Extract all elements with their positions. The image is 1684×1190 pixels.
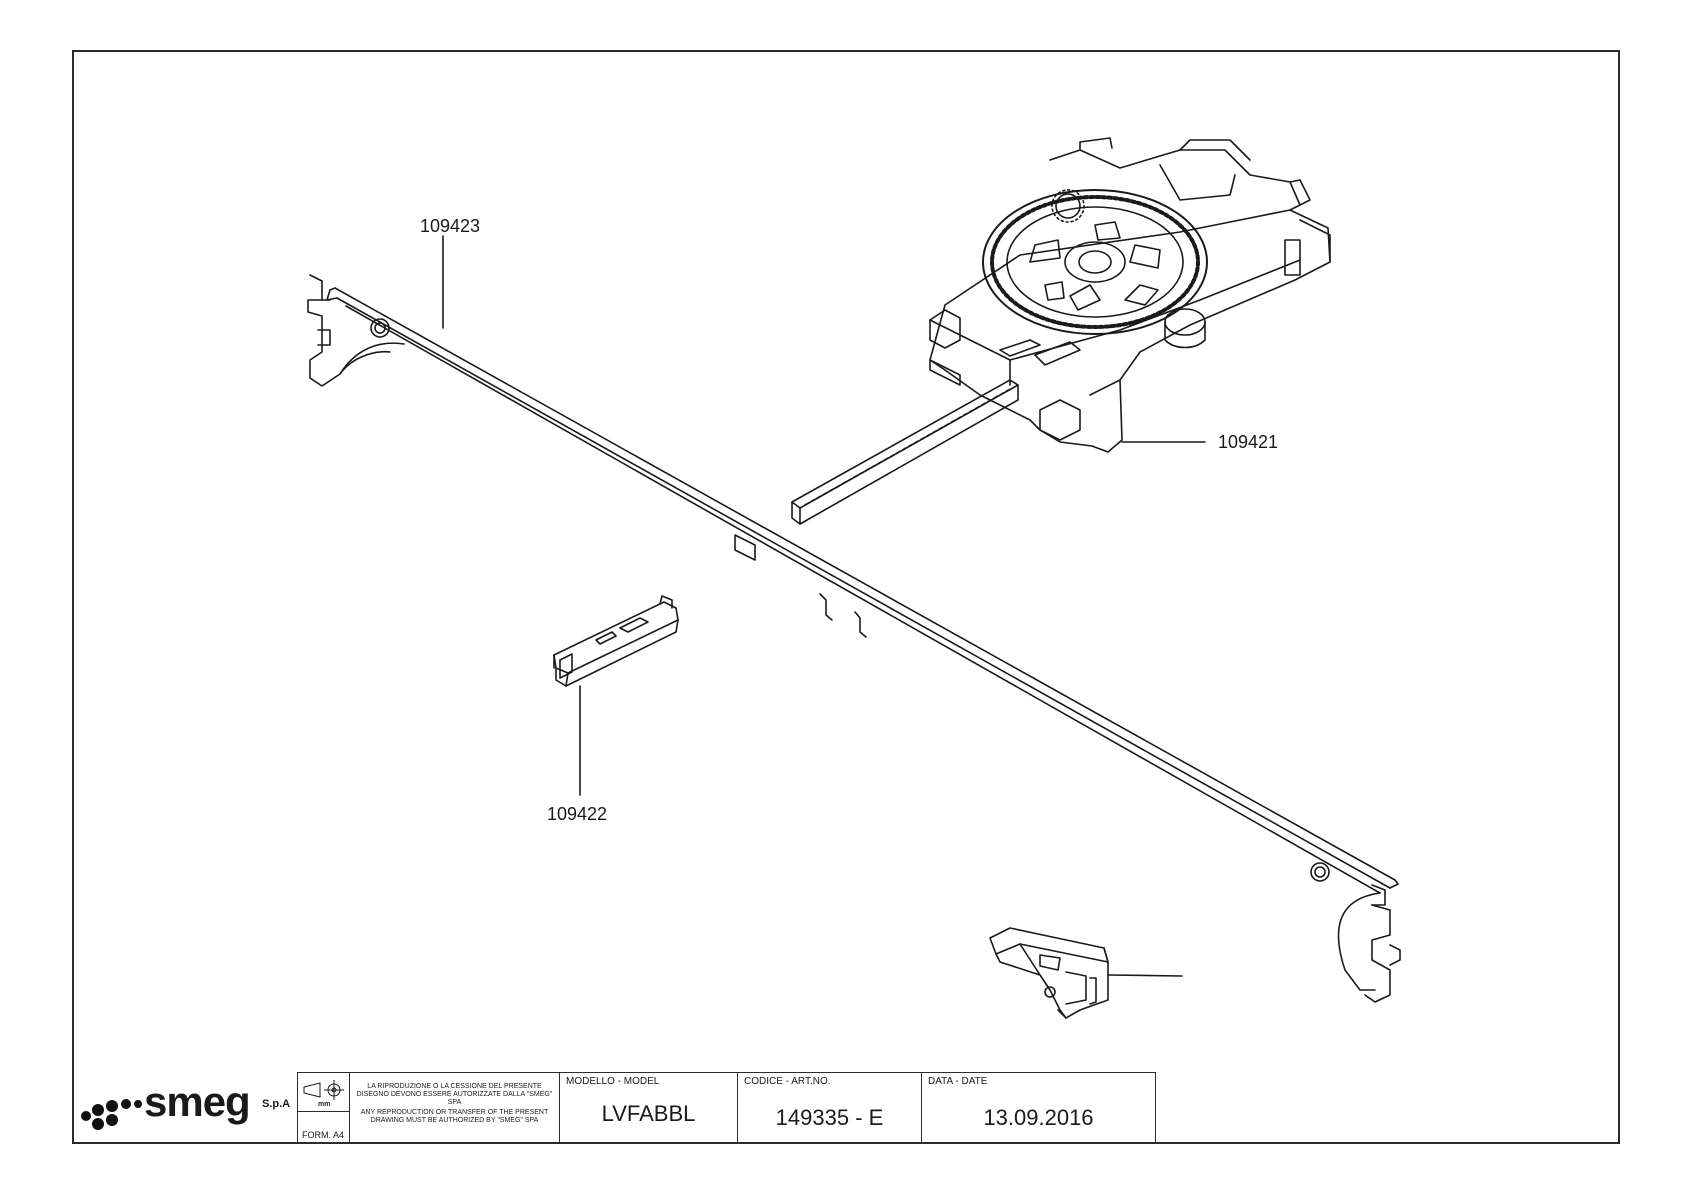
notice-italian: LA RIPRODUZIONE O LA CESSIONE DEL PRESENTE DISEGNO DEVONO ESSERE AUTORIZZATE DALLA "SMEG" SPA <box>356 1083 553 1106</box>
date-cell <box>922 1072 1156 1144</box>
unit-label: mm <box>318 1101 331 1108</box>
brand-logo-text: smeg <box>144 1078 250 1125</box>
smeg-dots-logo-icon <box>78 1084 150 1134</box>
logo-cell <box>72 1072 298 1144</box>
code-caption: CODICE - ART.NO. <box>744 1076 831 1087</box>
date-caption: DATA - DATE <box>928 1076 988 1087</box>
date-value: 13.09.2016 <box>983 1105 1094 1130</box>
part-number-label: 109423 <box>420 216 481 236</box>
unit-form-cell <box>298 1072 350 1144</box>
rail-part-drawing <box>308 275 1400 1002</box>
notice-english: ANY REPRODUCTION OR TRANSFER OF THE PRESENT DRAWING MUST BE AUTHORIZED BY "SMEG" SPA <box>360 1109 549 1124</box>
reproduction-notice-cell <box>350 1072 560 1144</box>
part-number-label: 109422 <box>547 804 608 824</box>
latch-part-drawing <box>554 596 678 686</box>
motor-assembly-part-drawing <box>792 138 1330 524</box>
form-size-label: FORM. A4 <box>302 1130 345 1140</box>
model-cell <box>560 1072 738 1144</box>
brand-suffix: S.p.A <box>262 1098 291 1110</box>
model-value: LVFABBL <box>601 1101 696 1126</box>
code-cell <box>738 1072 922 1144</box>
leader-line-clip <box>1108 975 1182 976</box>
clip-part-drawing <box>990 928 1108 1018</box>
part-number-label: 109421 <box>1218 432 1279 452</box>
model-caption: MODELLO - MODEL <box>566 1076 660 1087</box>
code-value: 149335 - E <box>775 1105 884 1130</box>
